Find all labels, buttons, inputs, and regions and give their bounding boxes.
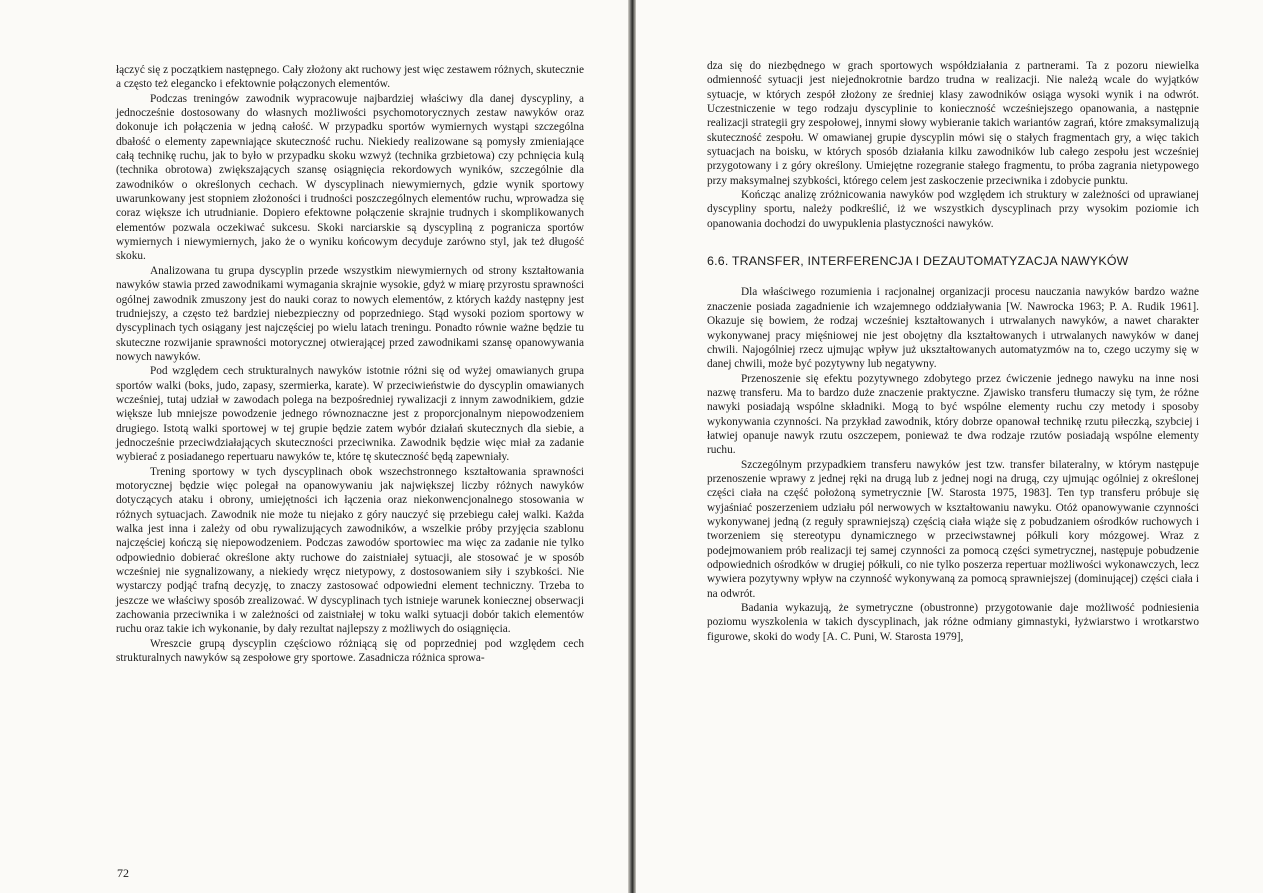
book-gutter	[628, 0, 636, 893]
paragraph: dza się do niezbędnego w grach sportowych współdziałania z partnerami. Ta z pozoru niewielka odmienność sytuacji jest niejednokrotnie bardzo trudna w realizacji. Nie należą wcale do wyjątków sytuacje, w których zespół złożony ze średniej klasy zawodników osiąga wysoki wynik i na odwrót. Uczestniczenie w tego rodzaju dyscyplinie to konieczność wcześniejszego opanowania, a następnie realizacji strategii gry zespołowej, innymi słowy wybieranie takich wariantów zagrań, które zmaksymalizują skuteczność zespołu. W omawianej grupie dyscyplin mówi się o stałych fragmentach gry, a więc takich sytuacjach na boisku, w których sposób działania kilku zawodników lub całego zespołu jest wcześniej przygotowany i z góry określony. Umiejętne rozegranie stałego fragmentu, to próba zagrania nietypowego przy maksymalnej szybkości, którego celem jest zaskoczenie przeciwnika i zdobycie punktu.	[707, 60, 1199, 187]
paragraph: Trening sportowy w tych dyscyplinach obok wszechstronnego kształtowania sprawności motorycznej będzie więc polegał na opanowywaniu jak największej liczby różnych nawyków dotyczących ataku i obrony, umiejętności ich łączenia oraz niekonwencjonalnego stosowania w różnych sytuacjach. Zawodnik nie może tu niejako z góry nauczyć się przebiegu całej walki. Każda walka jest inna i zależy od obu rywalizujących zawodników, a wszelkie próby przyjęcia szablonu najczęściej kończą się niepowodzeniem. Podczas zawodów sportowiec ma więc za zadanie nie tylko odpowiednio dobierać określone akty ruchowe do zaistniałej sytuacji, ale stosować je w sposób wcześniej nie sygnalizowany, a niekiedy wręcz nietypowy, z dostosowaniem siły i szybkości. Nie wystarczy podjąć trafną decyzję, to znaczy zastosować odpowiedni element techniczny. Trzeba to jeszcze we właściwy sposób zrealizować. W dyscyplinach tych istnieje warunek koniecznej obserwacji zachowania przeciwnika i w zależności od zaistniałej w toku walki sytuacji dobór takich elementów ruchu oraz takie ich wykonanie, by dały rezultat najlepszy z możliwych do osiągnięcia.	[116, 465, 584, 636]
left-text-column	[116, 63, 584, 665]
right-page	[636, 0, 1263, 893]
paragraph: Podczas treningów zawodnik wypracowuje najbardziej właściwy dla danej dyscypliny, a jednocześnie dostosowany do własnych możliwości psychomotorycznych zestaw nawyków oraz dokonuje ich połączenia w jedną całość. W przypadku sportów wymiernych wystąpi szczególna dbałość o elementy zapewniające skuteczność ruchu. Niekiedy realizowane są pomysły zmieniające całą technikę ruchu, jak to było w przypadku skoku wzwyż (technika grzbietowa) czy pchnięcia kulą (technika obrotowa) zwiększających szansę osiągnięcia rekordowych wyników, szczególnie dla zawodników o określonych cechach. W dyscyplinach niewymiernych, gdzie wynik sportowy uwarunkowany jest stopniem złożoności i trudności poszczególnych elementów ruchu, wprowadza się coraz większe ich utrudnianie. Dopiero efektowne połączenie skrajnie trudnych i skomplikowanych elementów pozwala oczekiwać sukcesu. Skoki narciarskie są dyscypliną z pogranicza sportów wymiernych i niewymiernych, jako że o wyniku końcowym decyduje zarówno styl, jak też długość skoku.	[116, 92, 584, 263]
page-number: 72	[117, 866, 129, 880]
right-text-column	[707, 59, 1199, 644]
paragraph: Kończąc analizę zróżnicowania nawyków pod względem ich struktury w zależności od uprawianej dyscypliny sportu, należy podkreślić, iż we wszystkich dyscyplinach przy wysokim poziomie ich opanowania dochodzi do uwypuklenia plastyczności nawyków.	[707, 189, 1199, 230]
paragraph: łączyć się z początkiem następnego. Cały złożony akt ruchowy jest więc zestawem różnych, skutecznie a często też elegancko i efektownie połączonych elementów.	[116, 64, 584, 91]
paragraph: Pod względem cech strukturalnych nawyków istotnie różni się od wyżej omawianych grupa sportów walki (boks, judo, zapasy, szermierka, karate). W przeciwieństwie do dyscyplin omawianych wcześniej, tutaj udział w zawodach polega na bezpośredniej rywalizacji z innym zawodnikiem, gdzie większe lub mniejsze powodzenie jednego równoznaczne jest z proporcjonalnym niepowodzeniem drugiego. Istotą walki sportowej w tej grupie będzie zatem wybór działań skutecznych dla siebie, a jednocześnie przeciwdziałających skuteczności przeciwnika. Zawodnik będzie więc miał za zadanie wybierać z posiadanego repertuaru nawyków te, które tę skuteczność będą zapewniały.	[116, 365, 584, 464]
section-heading: 6.6. TRANSFER, INTERFERENCJA I DEZAUTOMATYZACJA NAWYKÓW	[707, 254, 1129, 269]
paragraph: Dla właściwego rozumienia i racjonalnej organizacji procesu nauczania nawyków bardzo ważne znaczenie posiada zagadnienie ich wzajemnego oddziaływania [W. Nawrocka 1963; P. A. Rudik 1961]. Okazuje się bowiem, że rodzaj wcześniej kształtowanych i utrwalanych nawyków, a nawet charakter wykonywanej pracy mięśniowej nie jest obojętny dla kształtowanych i utrwalanych nawyków w danej chwili. Najogólniej rzecz ujmując wpływ już ukształtowanych automatyzmów na to, czego uczymy się w danej chwili, może być pozytywny lub negatywny.	[707, 286, 1199, 371]
left-page	[0, 0, 628, 893]
paragraph: Analizowana tu grupa dyscyplin przede wszystkim niewymiernych od strony kształtowania nawyków stawia przed zawodnikami wymagania skrajnie wysokie, gdyż w miarę przyrostu sprawności ogólnej zawodnik zmuszony jest do nauki coraz to nowych elementów, z których każdy następny jest trudniejszy, a często też bardziej niebezpieczny od poprzedniego. Stąd wysoki poziom sportowy w dyscyplinach tych osiągany jest najczęściej po wielu latach treningu. Ponadto równie ważne będzie tu skuteczne rozwijanie sprawności motorycznej otwierającej przed zawodnikami szansę opanowywania nowych nawyków.	[116, 264, 584, 363]
paragraph: Przenoszenie się efektu pozytywnego zdobytego przez ćwiczenie jednego nawyku na inne nosi nazwę transferu. Ma to bardzo duże znaczenie praktyczne. Zjawisko transferu tłumaczy się tym, że różne nawyki posiadają wspólne składniki. Mogą to być wspólne elementy ruchu czy metody i sposoby wykonywania czynności. Na przykład zawodnik, który dobrze opanował technikę rzutu piłeczką, szybciej i łatwiej opanuje nawyk rzutu oszczepem, ponieważ te dwa rodzaje rzutów posiadają wspólne elementy ruchu.	[707, 372, 1199, 457]
paragraph: Wreszcie grupą dyscyplin częściowo różniącą się od poprzedniej pod względem cech strukturalnych nawyków są zespołowe gry sportowe. Zasadnicza różnica sprowa-	[116, 637, 584, 665]
paragraph: Badania wykazują, że symetryczne (obustronne) przygotowanie daje możliwość podniesienia poziomu wyszkolenia w takich dyscyplinach, jak różne odmiany gimnastyki, łyżwiarstwo i wrotkarstwo figurowe, skoki do wody [A. C. Puni, W. Starosta 1979],	[707, 602, 1199, 643]
paragraph: Szczególnym przypadkiem transferu nawyków jest tzw. transfer bilateralny, w którym następuje przenoszenie wprawy z jednej ręki na drugą lub z jednej nogi na drugą, czy ujmując ogólniej z określonej części ciała na część położoną symetrycznie [W. Starosta 1975, 1983]. Ten typ transferu próbuje się wyjaśniać poszerzeniem udziału pól nerwowych w kształtowaniu nawyku. Otóż opanowywanie czynności wykonywanej jedną (z reguły sprawniejszą) częścią ciała wiąże się z pobudzaniem ośrodków ruchowych i tworzeniem się stereotypu dynamicznego w przeciwstawnej półkuli kory mózgowej. Wraz z podejmowaniem prób realizacji tej samej czynności za pomocą części symetrycznej, następuje pobudzenie odpowiednich ośrodków w drugiej półkuli, co nie tylko poszerza repertuar możliwości wykonawczych, lecz wywiera pozytywny wpływ na czynność wykonywaną za pomocą sprawniejszej (dominującej) części ciała i na odwrót.	[707, 458, 1199, 600]
